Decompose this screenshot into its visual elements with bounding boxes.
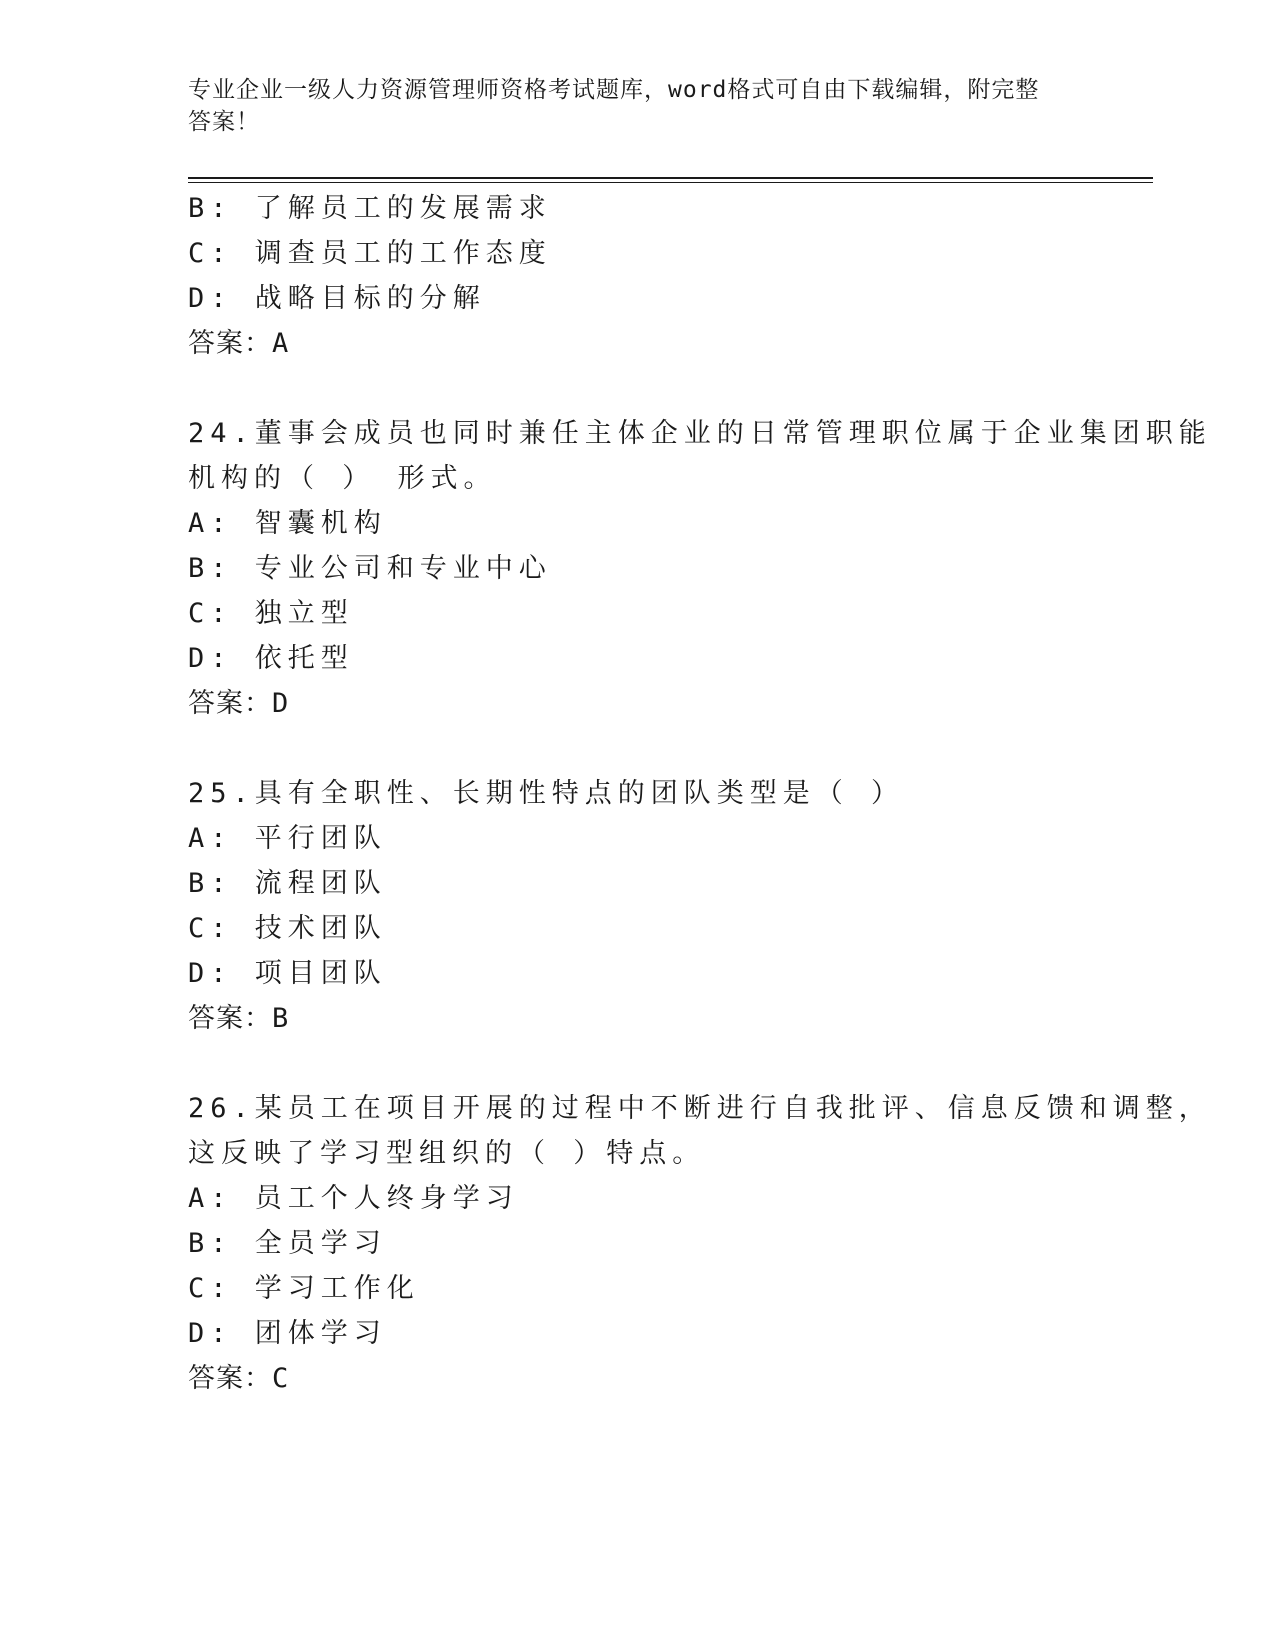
q24-answer: 答案：D (188, 688, 290, 719)
q25-option-b: B: 流程团队 (188, 868, 387, 899)
q26-answer: 答案：C (188, 1363, 290, 1394)
header-divider-thin (188, 182, 1153, 183)
q25-option-c: C: 技术团队 (188, 913, 387, 944)
q23-option-c: C: 调查员工的工作态度 (188, 238, 552, 269)
q23-answer: 答案：A (188, 328, 290, 359)
q24-option-d: D: 依托型 (188, 643, 354, 674)
q24-stem-line-1: 24.董事会成员也同时兼任主体企业的日常管理职位属于企业集团职能 (188, 418, 1212, 449)
q25-option-a: A: 平行团队 (188, 823, 387, 854)
header-divider-thick (188, 177, 1153, 179)
q26-stem-line-1: 26.某员工在项目开展的过程中不断进行自我批评、信息反馈和调整， (188, 1093, 1212, 1124)
q26-option-b: B: 全员学习 (188, 1228, 387, 1259)
q24-option-c: C: 独立型 (188, 598, 354, 629)
header-line-1: 专业企业一级人力资源管理师资格考试题库，word格式可自由下载编辑，附完整 (188, 77, 1040, 103)
q26-option-d: D: 团体学习 (188, 1318, 387, 1349)
q25-stem-line-1: 25.具有全职性、长期性特点的团队类型是（ ） (188, 778, 905, 809)
q24-stem-line-2: 机构的（ ） 形式。 (188, 463, 497, 494)
q26-stem-line-2: 这反映了学习型组织的（ ）特点。 (188, 1138, 706, 1169)
q26-option-a: A: 员工个人终身学习 (188, 1183, 519, 1214)
q24-option-b: B: 专业公司和专业中心 (188, 553, 552, 584)
q23-option-b: B: 了解员工的发展需求 (188, 193, 552, 224)
header-line-2: 答案！ (188, 109, 260, 135)
q25-option-d: D: 项目团队 (188, 958, 387, 989)
q24-option-a: A: 智囊机构 (188, 508, 387, 539)
q23-option-d: D: 战略目标的分解 (188, 283, 486, 314)
document-header (188, 74, 1088, 138)
q25-answer: 答案：B (188, 1003, 290, 1034)
q26-option-c: C: 学习工作化 (188, 1273, 420, 1304)
